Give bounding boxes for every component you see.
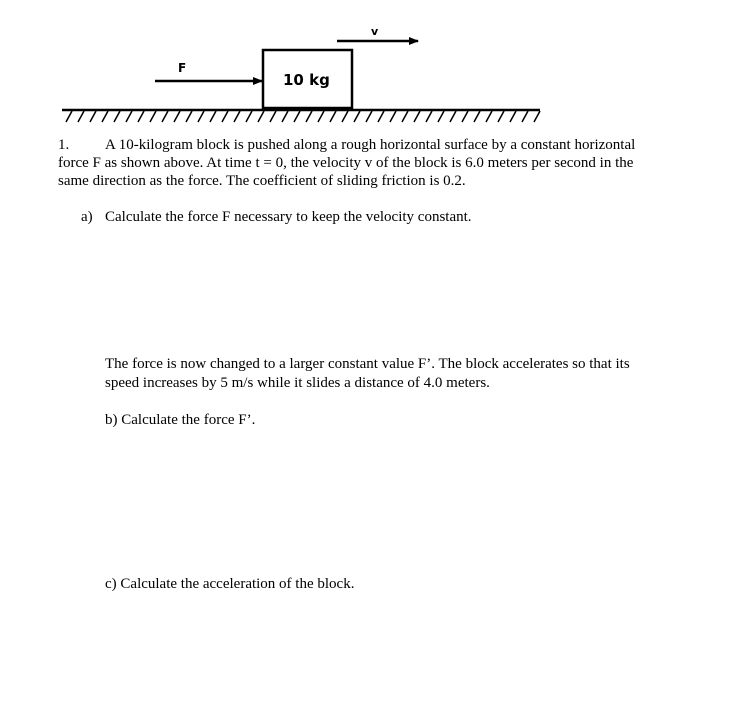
velocity-label: v [371, 25, 379, 38]
ground-surface [62, 110, 540, 122]
part-a-question: Calculate the force F necessary to keep the velocity constant. [105, 209, 472, 225]
part-c-question: c) Calculate the acceleration of the block. [105, 576, 355, 592]
part-a-label: a) [81, 209, 93, 225]
force-diagram [0, 0, 730, 140]
interlude-line-1: The force is now changed to a larger constant value F’. The block accelerates so that its [105, 356, 630, 372]
block-mass-label: 10 kg [283, 71, 330, 89]
interlude-line-2: speed increases by 5 m/s while it slides a distance of 4.0 meters. [105, 375, 490, 391]
problem-number: 1. [58, 137, 70, 153]
problem-statement-line-2: force F as shown above. At time t = 0, the velocity v of the block is 6.0 meters per second in the [58, 155, 634, 171]
problem-statement-line-1: A 10-kilogram block is pushed along a rough horizontal surface by a constant horizontal [105, 137, 636, 153]
part-b-question: b) Calculate the force F’. [105, 412, 256, 428]
problem-statement-line-3: same direction as the force. The coefficient of sliding friction is 0.2. [58, 173, 466, 189]
force-label: F [178, 61, 187, 75]
